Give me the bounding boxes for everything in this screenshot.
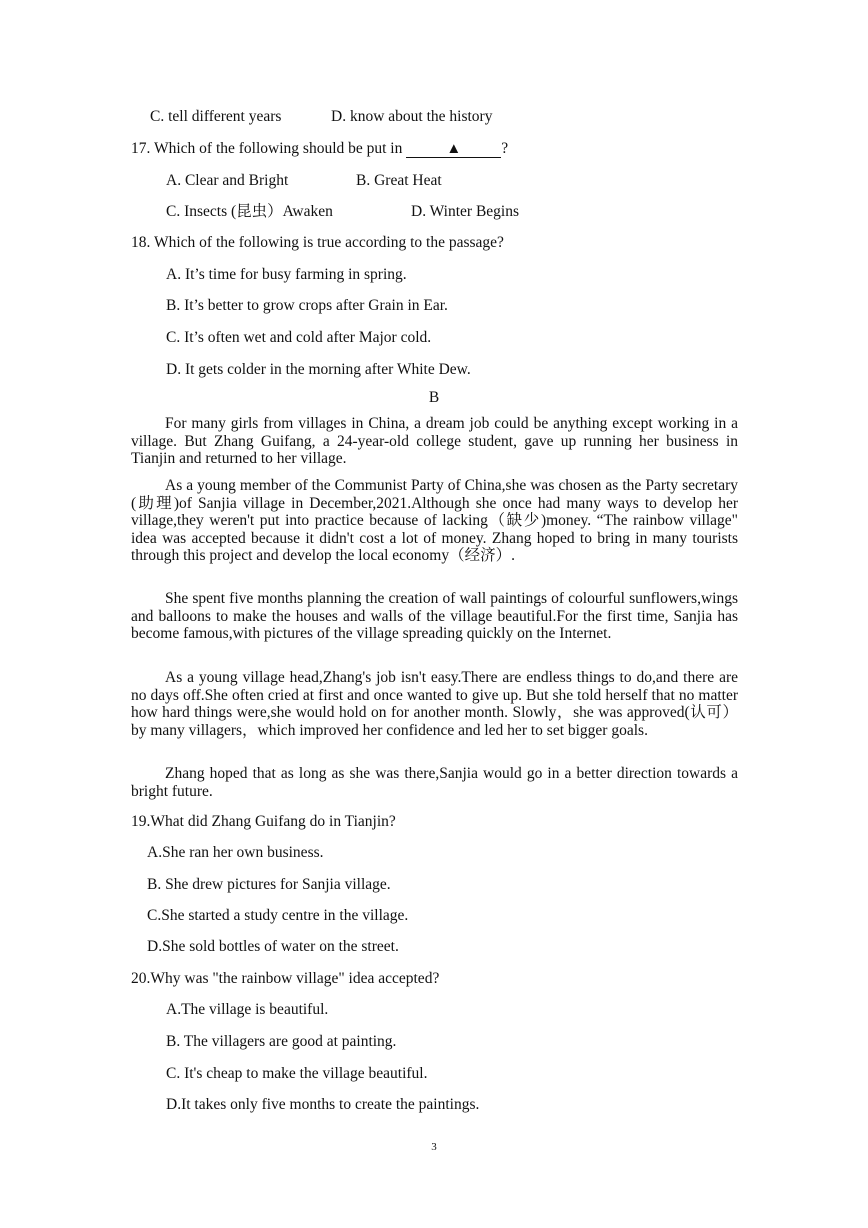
q18-option-b: B. It’s better to grow crops after Grain in Ear. xyxy=(166,297,448,314)
passage-paragraph-2: As a young member of the Communist Party of China,she was chosen as the Party secretary (助理)of Sanjia village in December,2021.Although she once had many ways to develop her village,they weren't put into practice because of lacking（缺少)money. “The rainbow village" idea was accepted because it didn't cost a lot of money. Zhang hoped to bring in many tourists through this project and develop the local economy（经济）. xyxy=(131,477,738,565)
section-b-label: B xyxy=(428,389,440,406)
passage-paragraph-5: Zhang hoped that as long as she was there,Sanjia would go in a better direction towards a bright future. xyxy=(131,765,738,800)
triangle-icon: ▲ xyxy=(446,141,462,157)
q20-option-c: C. It's cheap to make the village beautiful. xyxy=(166,1065,428,1082)
page-number: 3 xyxy=(431,1141,437,1153)
q17-option-a: A. Clear and Bright xyxy=(166,172,289,189)
q19-stem: 19.What did Zhang Guifang do in Tianjin? xyxy=(131,813,396,830)
q18-option-d: D. It gets colder in the morning after White Dew. xyxy=(166,361,471,378)
q18-stem: 18. Which of the following is true according to the passage? xyxy=(131,234,504,251)
q20-stem: 20.Why was "the rainbow village" idea accepted? xyxy=(131,970,440,987)
q17-option-d: D. Winter Begins xyxy=(411,203,520,220)
q17-stem-after: ? xyxy=(501,140,509,157)
q20-option-a: A.The village is beautiful. xyxy=(166,1001,329,1018)
q19-option-b: B. She drew pictures for Sanjia village. xyxy=(147,876,391,893)
q16-option-c: C. tell different years xyxy=(150,108,282,125)
answer-blank xyxy=(406,141,501,158)
q17-option-b: B. Great Heat xyxy=(356,172,442,189)
q20-option-b: B. The villagers are good at painting. xyxy=(166,1033,397,1050)
q16-option-d: D. know about the history xyxy=(331,108,493,125)
q17-option-c: C. Insects (昆虫）Awaken xyxy=(166,203,333,220)
q18-option-a: A. It’s time for busy farming in spring. xyxy=(166,266,407,283)
passage-paragraph-4: As a young village head,Zhang's job isn't easy.There are endless things to do,and there are no days off.She often cried at first and once wanted to give up. But she told herself that no matter how hard things were,she would hold on for another month. Slowly，she was approved(认可）by many villagers，which improved her confidence and led her to set bigger goals. xyxy=(131,669,738,739)
q18-option-c: C. It’s often wet and cold after Major cold. xyxy=(166,329,432,346)
passage-paragraph-1: For many girls from villages in China, a dream job could be anything except working in a village. But Zhang Guifang, a 24-year-old college student, gave up running her business in Tianjin and returned to her village. xyxy=(131,415,738,468)
q19-option-a: A.She ran her own business. xyxy=(147,844,324,861)
passage-paragraph-3: She spent five months planning the creation of wall paintings of colourful sunflowers,wings and balloons to make the houses and walls of the village beautiful.For the first time, Sanjia has become famous,with pictures of the village spreading quickly on the Internet. xyxy=(131,590,738,643)
q20-option-d: D.It takes only five months to create the paintings. xyxy=(166,1096,480,1113)
q17-stem-before: 17. Which of the following should be put in xyxy=(131,140,407,157)
q19-option-c: C.She started a study centre in the village. xyxy=(147,907,409,924)
q19-option-d: D.She sold bottles of water on the street. xyxy=(147,938,399,955)
q17-stem xyxy=(131,140,508,158)
